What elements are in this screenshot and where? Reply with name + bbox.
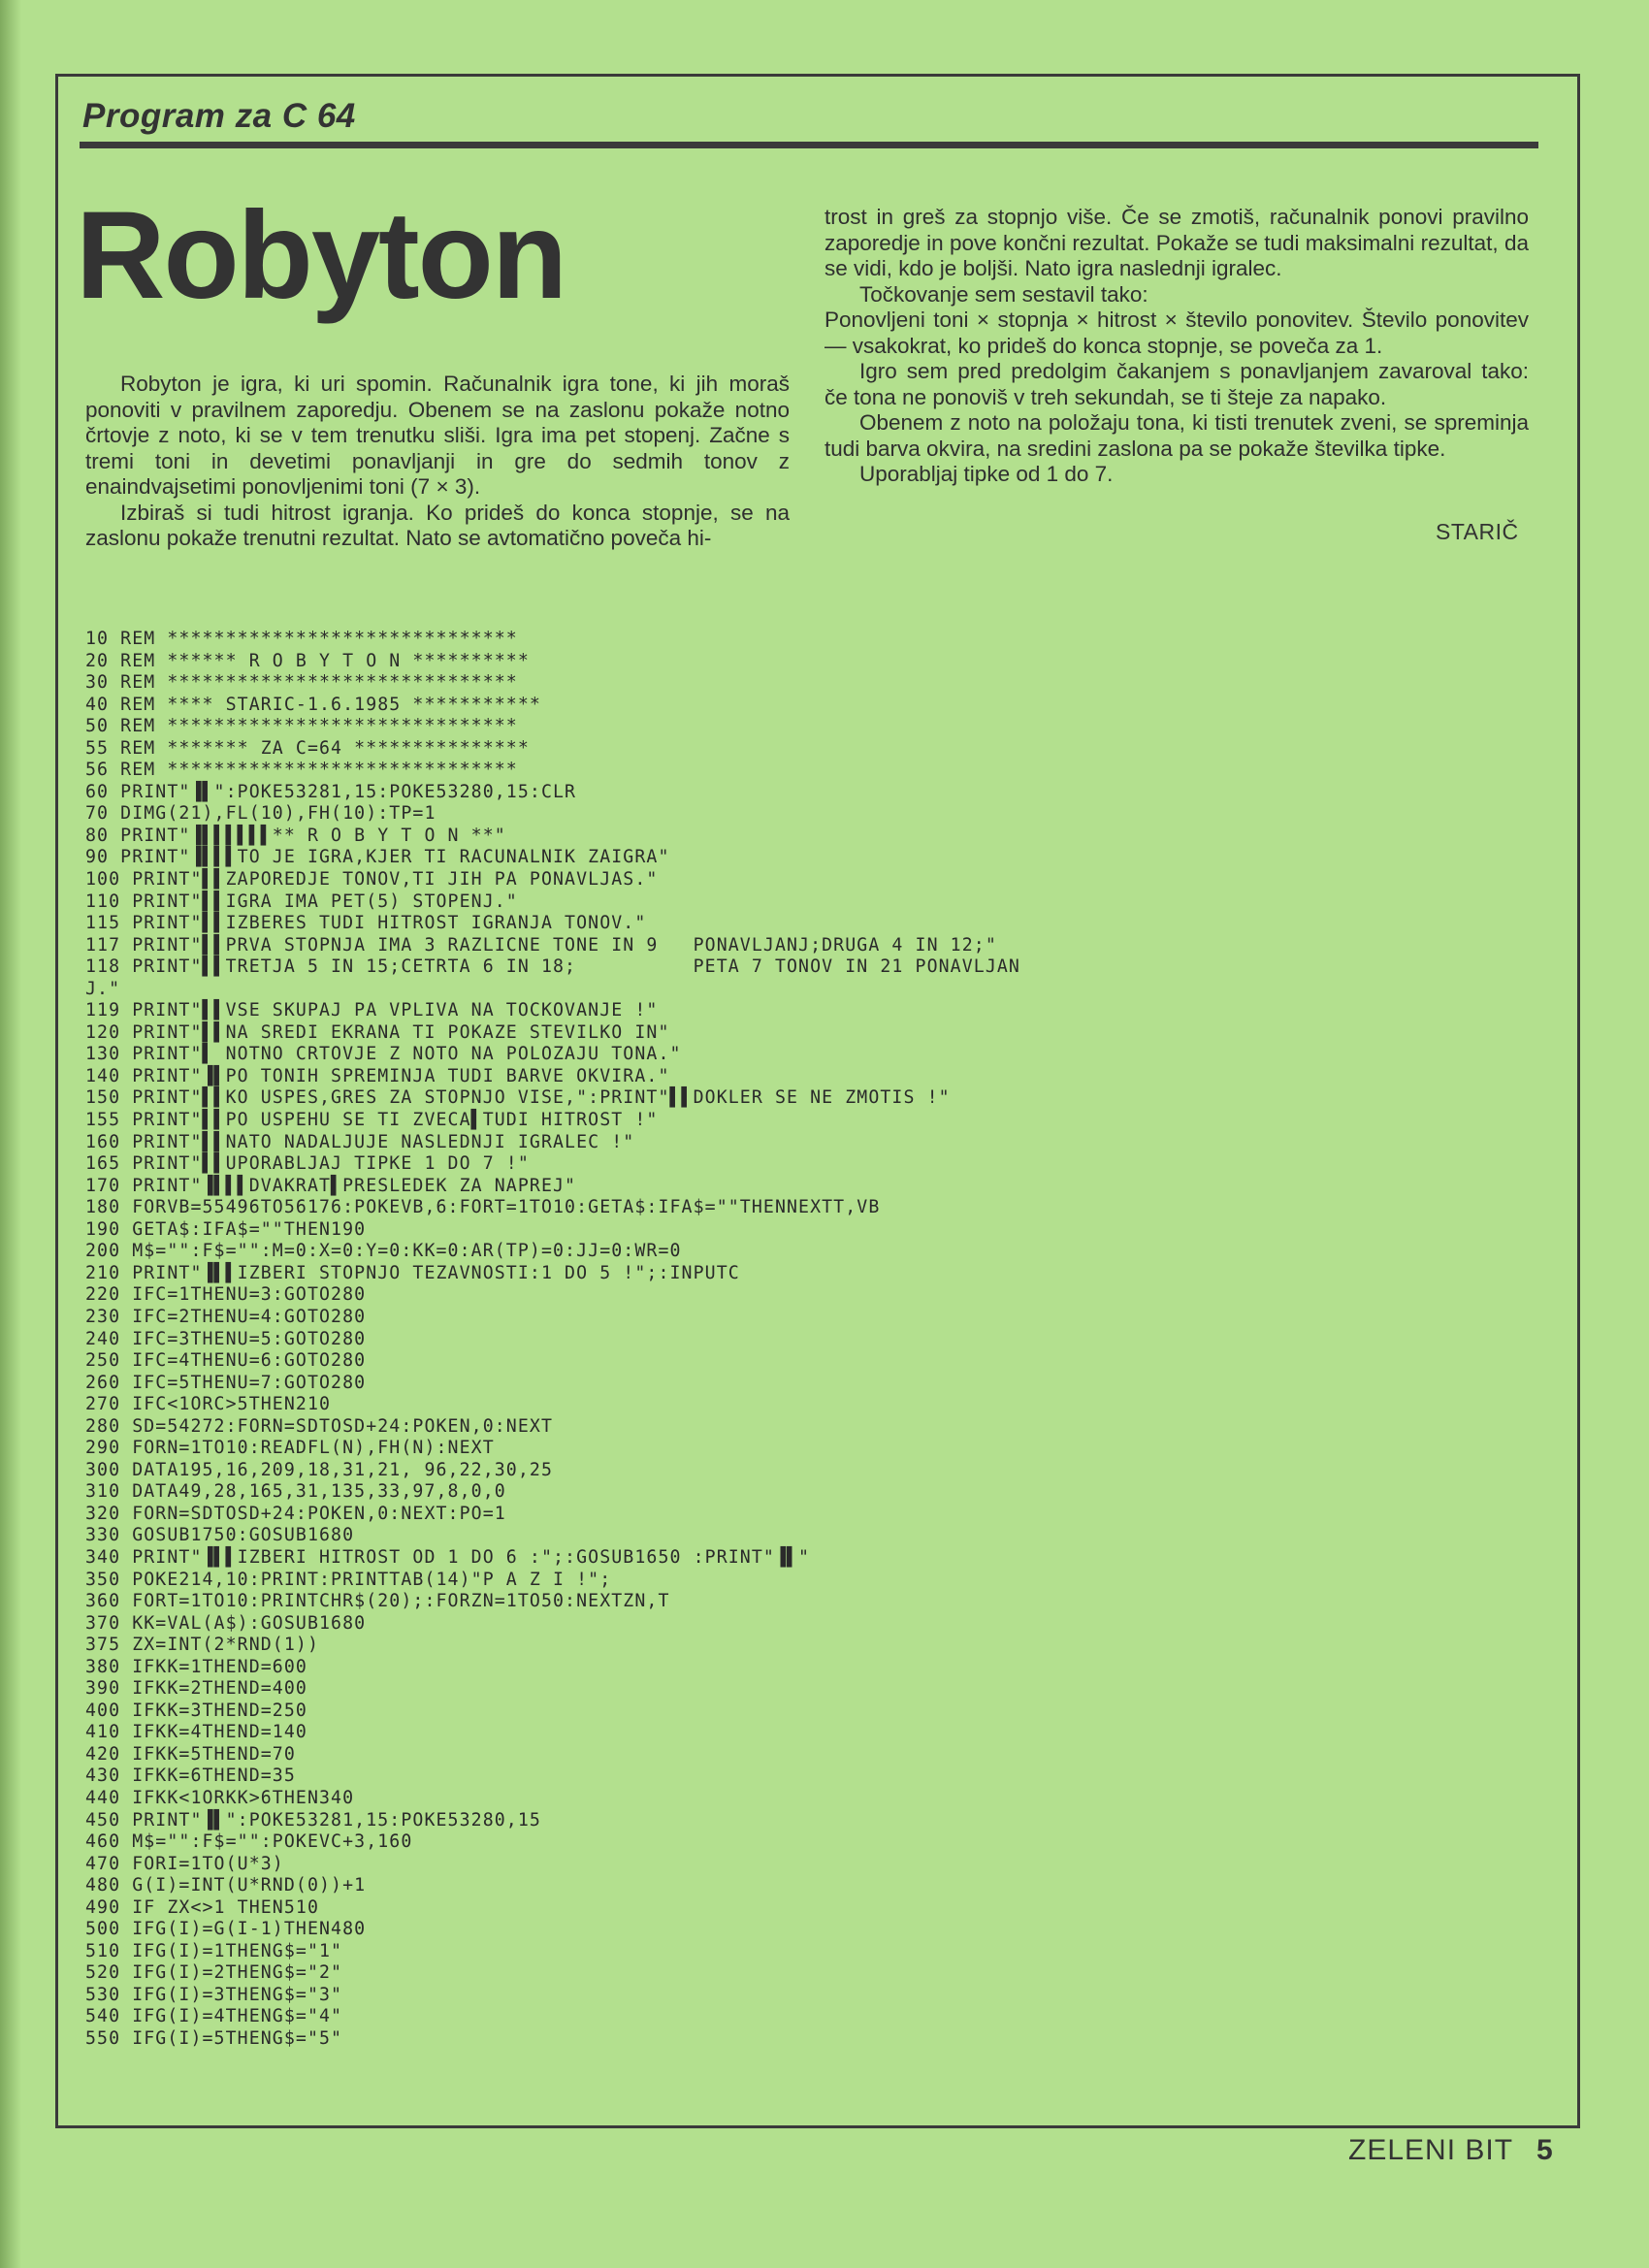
code-line: 155 PRINT"▌▌PO USPEHU SE TI ZVECA▌TUDI HITROST !" bbox=[85, 1110, 659, 1131]
code-line: 280 SD=54272:FORN=SDTOSD+24:POKEN,0:NEXT bbox=[85, 1415, 553, 1437]
page-edge bbox=[0, 0, 21, 2268]
code-line: 115 PRINT"▌▌IZBERES TUDI HITROST IGRANJA TONOV." bbox=[85, 913, 647, 934]
code-line: 550 IFG(I)=5THENG$="5" bbox=[85, 2028, 343, 2049]
code-line: 430 IFKK=6THEND=35 bbox=[85, 1766, 296, 1787]
code-line: 55 REM ******* ZA C=64 *************** bbox=[85, 737, 530, 759]
code-line: 130 PRINT"▌ NOTNO CRTOVJE Z NOTO NA POLOZAJU TONA." bbox=[85, 1044, 682, 1065]
code-line: 480 G(I)=INT(U*RND(0))+1 bbox=[85, 1875, 367, 1896]
code-line: 520 IFG(I)=2THENG$="2" bbox=[85, 1962, 343, 1984]
code-line: 410 IFKK=4THEND=140 bbox=[85, 1722, 307, 1743]
paragraph: Robyton je igra, ki uri spomin. Računalnik igra tone, ki jih moraš ponoviti v pravilnem zaporedju. Obenem se na zaslonu pokaže notno črtovje z noto, ki se v tem trenutku sliši. Igra ima pet stopenj. Začne s tremi toni in devetimi ponavljanji in gre do sedmih tonov z enaindvajsetimi ponovljenimi toni (7 × 3). bbox=[85, 372, 790, 499]
code-line: 150 PRINT"▌▌KO USPES,GRES ZA STOPNJO VISE,":PRINT"▌▌DOKLER SE NE ZMOTIS !" bbox=[85, 1087, 951, 1109]
code-line: 290 FORN=1TO10:READFL(N),FH(N):NEXT bbox=[85, 1438, 495, 1459]
code-line: 470 FORI=1TO(U*3) bbox=[85, 1853, 284, 1874]
code-line: 230 IFC=2THENU=4:GOTO280 bbox=[85, 1306, 367, 1327]
page-footer bbox=[1348, 2134, 1554, 2167]
code-line: 117 PRINT"▌▌PRVA STOPNJA IMA 3 RAZLICNE TONE IN 9 PONAVLJANJ;DRUGA 4 IN 12;" bbox=[85, 934, 997, 956]
code-line: 360 FORT=1TO10:PRINTCHR$(20);:FORZN=1TO50:NEXTZN,T bbox=[85, 1591, 670, 1612]
code-line: 200 M$="":F$="":M=0:X=0:Y=0:KK=0:AR(TP)=0:JJ=0:WR=0 bbox=[85, 1241, 682, 1262]
code-line: 270 IFC<1ORC>5THEN210 bbox=[85, 1394, 332, 1415]
code-line: 100 PRINT"▌▌ZAPOREDJE TONOV,TI JIH PA PONAVLJAS." bbox=[85, 869, 659, 891]
paragraph: Obenem z noto na položaju tona, ki tisti trenutek zveni, se spreminja tudi barva okvira, na sredini zaslona pa se pokaže številka tipke. bbox=[824, 410, 1529, 461]
code-line: 420 IFKK=5THEND=70 bbox=[85, 1743, 296, 1765]
article-title: Robyton bbox=[76, 186, 566, 325]
code-line: 440 IFKK<1ORKK>6THEN340 bbox=[85, 1787, 355, 1808]
code-line: 118 PRINT"▌▌TRETJA 5 IN 15;CETRTA 6 IN 18; PETA 7 TONOV IN 21 PONAVLJAN bbox=[85, 956, 1020, 978]
code-line: 20 REM ****** R O B Y T O N ********** bbox=[85, 650, 530, 671]
code-line: 240 IFC=3THENU=5:GOTO280 bbox=[85, 1328, 367, 1349]
code-line: 80 PRINT"▐▌▌▌▌▌▌** R O B Y T O N **" bbox=[85, 825, 506, 846]
magazine-name: ZELENI BIT bbox=[1348, 2134, 1514, 2166]
code-line: 10 REM ****************************** bbox=[85, 629, 518, 649]
code-line: 220 IFC=1THENU=3:GOTO280 bbox=[85, 1284, 367, 1306]
code-line: 450 PRINT"▐▌":POKE53281,15:POKE53280,15 bbox=[85, 1809, 541, 1831]
code-line: 56 REM ****************************** bbox=[85, 760, 518, 781]
code-line: 119 PRINT"▌▌VSE SKUPAJ PA VPLIVA NA TOCKOVANJE !" bbox=[85, 1000, 659, 1021]
code-line: 370 KK=VAL(A$):GOSUB1680 bbox=[85, 1612, 367, 1634]
code-line: 320 FORN=SDTOSD+24:POKEN,0:NEXT:PO=1 bbox=[85, 1503, 506, 1524]
paragraph: Izbiraš si tudi hitrost igranja. Ko prideš do konca stopnje, se na zaslonu pokaže trenutni rezultat. Nato se avtomatično poveča hi- bbox=[85, 500, 790, 550]
code-line: 350 POKE214,10:PRINT:PRINTTAB(14)"P A Z I !"; bbox=[85, 1569, 612, 1590]
code-line: 140 PRINT"▐▌PO TONIH SPREMINJA TUDI BARVE OKVIRA." bbox=[85, 1065, 670, 1086]
paragraph-continuation: trost in greš za stopnjo više. Če se zmotiš, računalnik ponovi pravilno zaporedje in pove končni rezultat. Pokaže se tudi maksimalni rezultat, da se vidi, kdo je boljši. Nato igra naslednji igralec. bbox=[824, 205, 1529, 280]
paragraph: Ponovljeni toni × stopnja × hitrost × število ponovitev. Število ponovitev — vsakokrat, ko prideš do konca stopnje, se poveča za 1. bbox=[824, 308, 1529, 358]
code-line: 60 PRINT"▐▌":POKE53281,15:POKE53280,15:CLR bbox=[85, 781, 577, 802]
code-line: 70 DIMG(21),FL(10),FH(10):TP=1 bbox=[85, 803, 436, 825]
code-line: J." bbox=[85, 978, 121, 999]
code-line: 30 REM ****************************** bbox=[85, 672, 518, 694]
paragraph: Točkovanje sem sestavil tako: bbox=[859, 281, 1148, 307]
right-column bbox=[824, 205, 1529, 488]
code-line: 210 PRINT"▐▌▌IZBERI STOPNJO TEZAVNOSTI:1 DO 5 !";:INPUTC bbox=[85, 1262, 740, 1283]
code-line: 380 IFKK=1THEND=600 bbox=[85, 1656, 307, 1677]
code-line: 310 DATA49,28,165,31,135,33,97,8,0,0 bbox=[85, 1481, 506, 1503]
code-line: 260 IFC=5THENU=7:GOTO280 bbox=[85, 1372, 367, 1393]
author-signature: STARIČ bbox=[1436, 519, 1519, 544]
code-line: 40 REM **** STARIC-1.6.1985 *********** bbox=[85, 694, 541, 715]
code-line: 375 ZX=INT(2*RND(1)) bbox=[85, 1635, 319, 1656]
code-line: 190 GETA$:IFA$=""THEN190 bbox=[85, 1218, 367, 1240]
code-line: 390 IFKK=2THEND=400 bbox=[85, 1678, 307, 1700]
paragraph: Igro sem pred predolgim čakanjem s ponavljanjem zavaroval tako: če tona ne ponoviš v treh sekundah, se ti šteje za napako. bbox=[824, 359, 1529, 409]
code-line: 170 PRINT"▐▌▌▌DVAKRAT▌PRESLEDEK ZA NAPREJ" bbox=[85, 1175, 577, 1196]
code-line: 500 IFG(I)=G(I-1)THEN480 bbox=[85, 1919, 367, 1940]
code-line: 165 PRINT"▌▌UPORABLJAJ TIPKE 1 DO 7 !" bbox=[85, 1153, 530, 1175]
code-line: 90 PRINT"▐▌▌▌TO JE IGRA,KJER TI RACUNALNIK ZAIGRA" bbox=[85, 847, 670, 868]
paragraph: Uporabljaj tipke od 1 do 7. bbox=[859, 462, 1114, 486]
page-number: 5 bbox=[1536, 2134, 1554, 2166]
code-line: 160 PRINT"▌▌NATO NADALJUJE NASLEDNJI IGRALEC !" bbox=[85, 1131, 635, 1152]
header-rule bbox=[80, 142, 1538, 148]
code-line: 460 M$="":F$="":POKEVC+3,160 bbox=[85, 1831, 413, 1853]
code-line: 250 IFC=4THENU=6:GOTO280 bbox=[85, 1350, 367, 1372]
code-line: 110 PRINT"▌▌IGRA IMA PET(5) STOPENJ." bbox=[85, 891, 518, 912]
code-line: 540 IFG(I)=4THENG$="4" bbox=[85, 2006, 343, 2027]
code-line: 50 REM ****************************** bbox=[85, 716, 518, 737]
code-line: 120 PRINT"▌▌NA SREDI EKRANA TI POKAZE STEVILKO IN" bbox=[85, 1021, 670, 1043]
basic-program-listing bbox=[85, 629, 1540, 2051]
code-line: 400 IFKK=3THEND=250 bbox=[85, 1700, 307, 1721]
code-line: 300 DATA195,16,209,18,31,21, 96,22,30,25 bbox=[85, 1459, 553, 1480]
code-line: 510 IFG(I)=1THENG$="1" bbox=[85, 1940, 343, 1961]
code-line: 340 PRINT"▐▌▌IZBERI HITROST OD 1 DO 6 :";:GOSUB1650 :PRINT"▐▌" bbox=[85, 1546, 811, 1568]
section-label: Program za C 64 bbox=[82, 97, 356, 135]
code-line: 530 IFG(I)=3THENG$="3" bbox=[85, 1984, 343, 2005]
code-line: 330 GOSUB1750:GOSUB1680 bbox=[85, 1525, 355, 1546]
left-column bbox=[85, 372, 790, 552]
code-line: 490 IF ZX<>1 THEN510 bbox=[85, 1896, 319, 1918]
code-line: 180 FORVB=55496TO56176:POKEVB,6:FORT=1TO10:GETA$:IFA$=""THENNEXTT,VB bbox=[85, 1197, 881, 1218]
